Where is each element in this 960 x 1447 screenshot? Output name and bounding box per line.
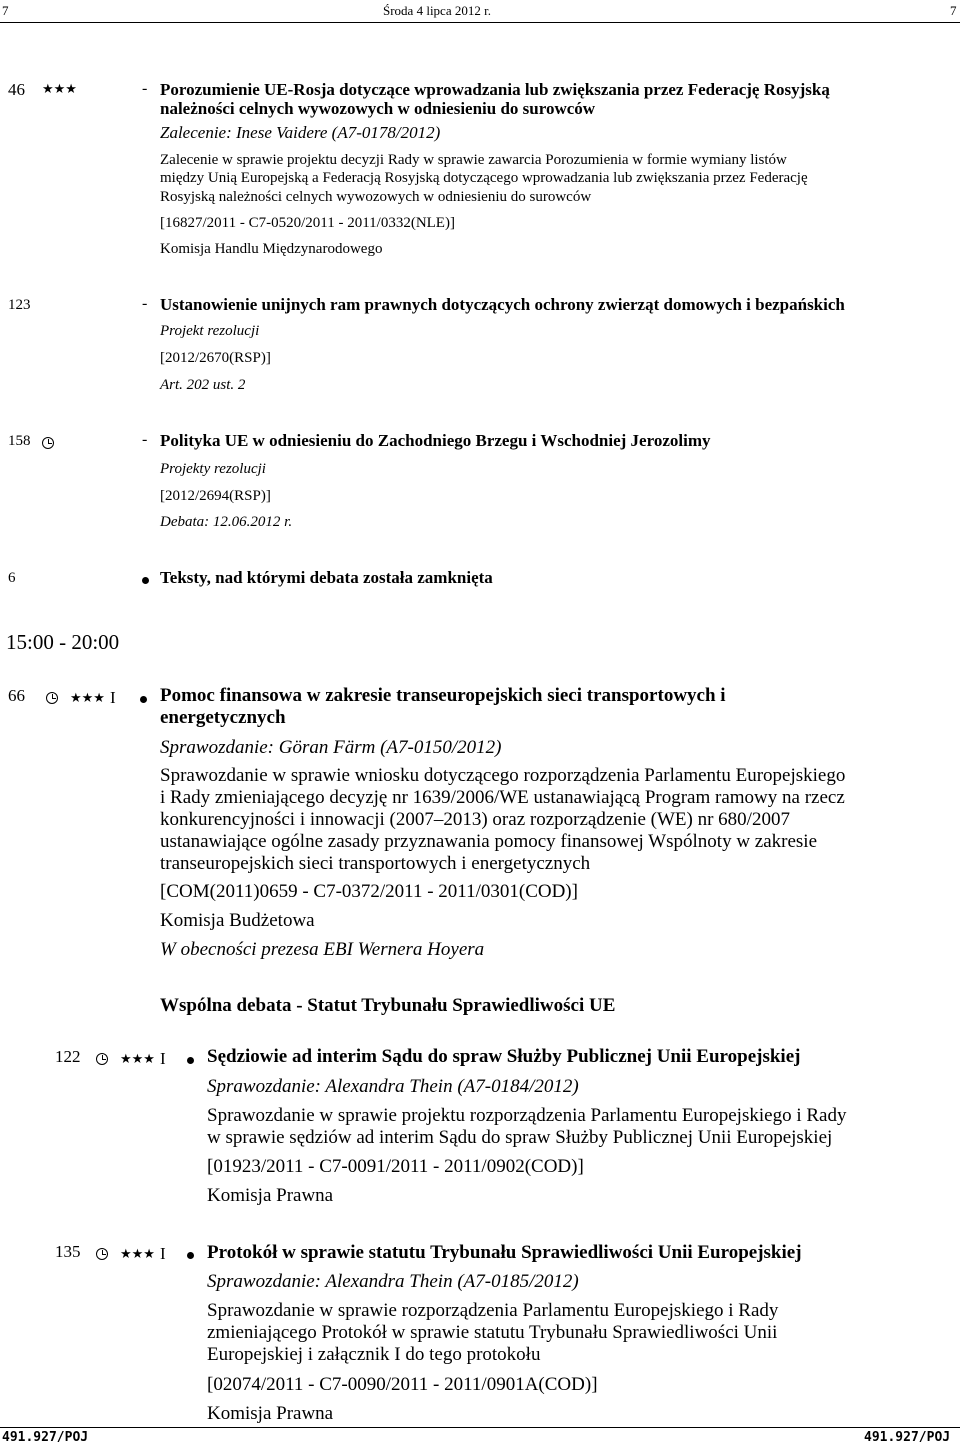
item-type: Projekty rezolucji bbox=[160, 461, 266, 477]
item-type: Projekt rezolucji bbox=[160, 323, 260, 339]
item-number: 6 bbox=[8, 570, 16, 586]
header-rule bbox=[0, 22, 960, 23]
item-reference: [COM(2011)0659 - C7-0372/2011 - 2011/0301(COD)] bbox=[160, 881, 578, 902]
page-number-left: 7 bbox=[2, 3, 9, 18]
item-title: Polityka UE w odniesieniu do Zachodniego Brzegu i Wschodniej Jerozolimy bbox=[160, 431, 711, 450]
roman-marker: I bbox=[159, 1244, 166, 1263]
item-title: Protokół w sprawie statutu Trybunału Sprawiedliwości Unii Europejskiej bbox=[207, 1242, 802, 1263]
item-note: W obecności prezesa EBI Wernera Hoyera bbox=[160, 939, 485, 960]
item-description: ustanawiające ogólne zasady przyznawania pomocy finansowej Wspólnoty w zakresie bbox=[160, 831, 818, 852]
footer-rule bbox=[0, 1427, 960, 1428]
item-reference: [16827/2011 - C7-0520/2011 - 2011/0332(NLE)] bbox=[160, 215, 455, 231]
item-title: Porozumienie UE-Rosja dotyczące wprowadzania lub zwiększania przez Federację Rosyjską bbox=[160, 80, 830, 99]
item-note: Art. 202 ust. 2 bbox=[160, 377, 246, 393]
item-note: Debata: 12.06.2012 r. bbox=[160, 514, 293, 530]
clock-icon bbox=[96, 1248, 108, 1260]
item-description: Sprawozdanie w sprawie rozporządzenia Parlamentu Europejskiego i Rady bbox=[207, 1300, 779, 1321]
star-icon: ★★★ bbox=[70, 690, 105, 706]
clock-icon bbox=[42, 437, 54, 449]
footer-doc-ref-left: 491.927/POJ bbox=[2, 1430, 89, 1445]
bullet-icon bbox=[142, 577, 149, 584]
item-committee: Komisja Budżetowa bbox=[160, 910, 315, 931]
star-icon: ★★★ bbox=[120, 1051, 155, 1067]
joint-debate-heading: Wspólna debata - Statut Trybunału Sprawiedliwości UE bbox=[160, 995, 616, 1016]
item-icons bbox=[46, 688, 116, 708]
item-number: 135 bbox=[55, 1242, 81, 1261]
roman-marker: I bbox=[159, 1049, 166, 1068]
item-number: 46 bbox=[8, 80, 25, 99]
item-number: 158 bbox=[8, 433, 31, 449]
item-rapporteur: Zalecenie: Inese Vaidere (A7-0178/2012) bbox=[160, 123, 441, 142]
item-rapporteur: Sprawozdanie: Göran Färm (A7-0150/2012) bbox=[160, 737, 502, 758]
time-slot: 15:00 - 20:00 bbox=[6, 630, 120, 654]
item-description: Europejskiej i załącznik I do tego protokołu bbox=[207, 1344, 541, 1365]
item-description: transeuropejskich sieci transportowych i energetycznych bbox=[160, 853, 591, 874]
item-rapporteur: Sprawozdanie: Alexandra Thein (A7-0184/2012) bbox=[207, 1076, 579, 1097]
item-description: Sprawozdanie w sprawie wniosku dotyczącego rozporządzenia Parlamentu Europejskiego bbox=[160, 765, 846, 786]
item-number: 123 bbox=[8, 297, 31, 313]
footer-doc-ref-right: 491.927/POJ bbox=[864, 1430, 951, 1445]
item-description: Zalecenie w sprawie projektu decyzji Rady w sprawie zawarcia Porozumienia w formie wymiany listów bbox=[160, 152, 787, 168]
star-icon: ★★★ bbox=[42, 82, 77, 97]
bullet-icon bbox=[187, 1057, 194, 1064]
item-reference: [2012/2694(RSP)] bbox=[160, 488, 271, 504]
item-description: zmieniającego Protokół w sprawie statutu Trybunału Sprawiedliwości Unii bbox=[207, 1322, 778, 1343]
roman-marker: I bbox=[109, 688, 116, 707]
item-title-cont: energetycznych bbox=[160, 707, 286, 728]
item-icons bbox=[96, 1244, 166, 1264]
item-title: Sędziowie ad interim Sądu do spraw Służby Publicznej Unii Europejskiej bbox=[207, 1046, 801, 1067]
clock-icon bbox=[96, 1053, 108, 1065]
item-title-cont: należności celnych wywozowych w odniesieniu do surowców bbox=[160, 99, 596, 118]
item-description: konkurencyjności i innowacji (2007–2013) oraz rozporządzenie (WE) nr 680/2007 bbox=[160, 809, 790, 830]
page-number-right: 7 bbox=[950, 3, 957, 18]
item-dash: - bbox=[142, 295, 148, 312]
star-icon: ★★★ bbox=[120, 1246, 155, 1262]
item-icons bbox=[96, 1049, 166, 1069]
page-date: Środa 4 lipca 2012 r. bbox=[383, 3, 491, 18]
item-reference: [01923/2011 - C7-0091/2011 - 2011/0902(COD)] bbox=[207, 1156, 584, 1177]
clock-icon bbox=[46, 692, 58, 704]
item-description: między Unią Europejską a Federacją Rosyjską dotyczącego wprowadzania lub zwiększania przez Federację bbox=[160, 170, 808, 186]
item-description: w sprawie sędziów ad interim Sądu do spraw Służby Publicznej Unii Europejskiej bbox=[207, 1127, 833, 1148]
item-description: Rosyjską należności celnych wywozowych w odniesieniu do surowców bbox=[160, 189, 592, 205]
item-committee: Komisja Prawna bbox=[207, 1403, 334, 1424]
item-number: 122 bbox=[55, 1047, 81, 1066]
item-dash: - bbox=[142, 80, 148, 97]
item-title: Ustanowienie unijnych ram prawnych dotyczących ochrony zwierząt domowych i bezpańskich bbox=[160, 295, 845, 314]
bullet-icon bbox=[187, 1252, 194, 1259]
item-number: 66 bbox=[8, 686, 25, 705]
item-rapporteur: Sprawozdanie: Alexandra Thein (A7-0185/2012) bbox=[207, 1271, 579, 1292]
item-title: Pomoc finansowa w zakresie transeuropejskich sieci transportowych i bbox=[160, 685, 726, 706]
item-committee: Komisja Prawna bbox=[207, 1185, 334, 1206]
item-description: i Rady zmieniającego decyzję nr 1639/2006/WE ustanawiającą Program ramowy na rzecz bbox=[160, 787, 845, 808]
bullet-icon bbox=[140, 696, 147, 703]
item-reference: [02074/2011 - C7-0090/2011 - 2011/0901A(COD)] bbox=[207, 1374, 598, 1395]
item-description: Sprawozdanie w sprawie projektu rozporządzenia Parlamentu Europejskiego i Rady bbox=[207, 1105, 847, 1126]
item-reference: [2012/2670(RSP)] bbox=[160, 350, 271, 366]
item-dash: - bbox=[142, 431, 148, 448]
item-committee: Komisja Handlu Międzynarodowego bbox=[160, 241, 383, 257]
item-title: Teksty, nad którymi debata została zamknięta bbox=[160, 568, 493, 587]
